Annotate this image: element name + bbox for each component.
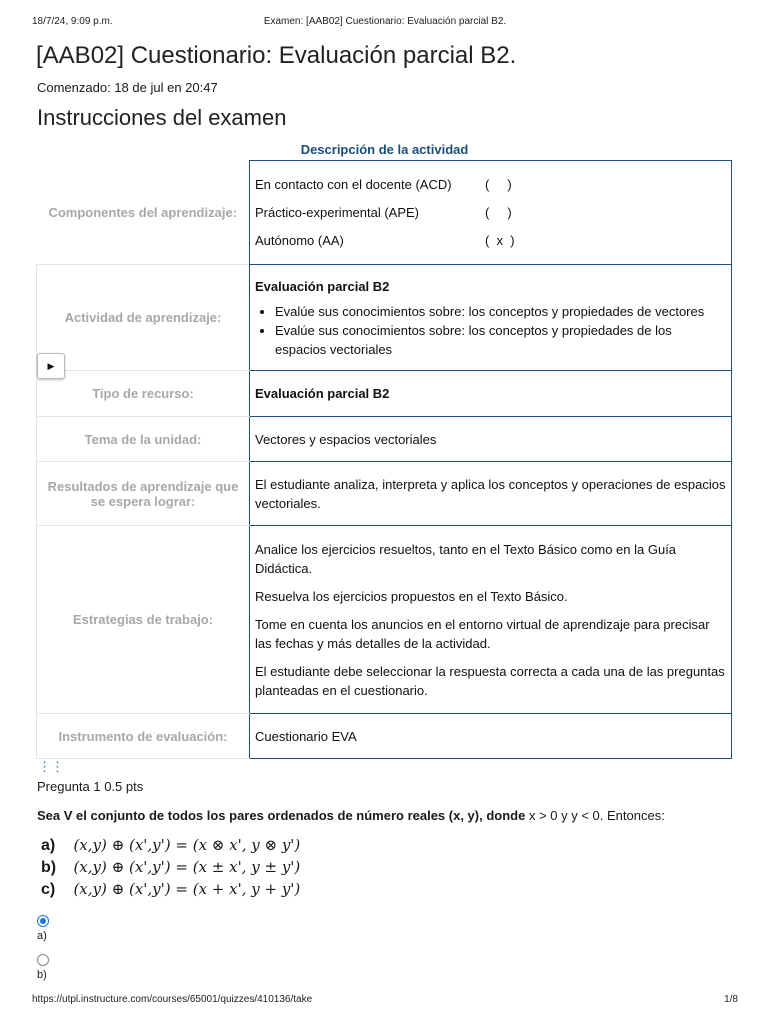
option-formula-line [41,856,300,878]
activity-description-heading: Descripción de la actividad [300,142,469,157]
component-name: Práctico-experimental (APE) [255,205,419,220]
answer-label: a) [37,930,47,942]
strategy-paragraph: Analice los ejercicios resueltos, tanto en el Texto Básico como en la Guía Didáctica. [255,541,677,576]
table-row [37,265,732,371]
option-formula: (x,y) ⊕ (x',y') = (x ⊗ x', y ⊗ y') [73,836,301,854]
resource-value: Evaluación parcial B2 [250,371,732,417]
play-button[interactable] [37,353,65,379]
outcomes-value: El estudiante analiza, interpreta y aplica los conceptos y operaciones de espacios vectoriales. [250,462,732,526]
activity-label: Actividad de aprendizaje: [37,265,250,371]
question-text-bold: Sea V el conjunto de todos los pares ordenados de número reales (x, y), donde [37,808,526,823]
play-icon: ▶ [47,360,55,371]
component-item [255,227,726,255]
question-text [37,808,665,823]
radio-button[interactable] [37,954,49,966]
outcomes-label: Resultados de aprendizaje que se espera lograr: [37,462,250,526]
started-time: Comenzado: 18 de jul en 20:47 [37,80,218,95]
component-mark: ( x ) [485,233,515,248]
radio-button[interactable] [37,915,49,927]
component-mark: ( ) [485,177,512,192]
print-url: https://utpl.instructure.com/courses/65001/quizzes/410136/take [32,994,313,1005]
strategy-paragraph: Resuelva los ejercicios propuestos en el Texto Básico. [255,588,568,604]
component-name: Autónomo (AA) [255,233,344,248]
option-formula-line [41,878,300,900]
component-name: En contacto con el docente (ACD) [255,177,452,192]
question-text-rest: x > 0 y y < 0. Entonces: [525,808,665,823]
table-row [37,161,732,265]
component-item [255,171,726,199]
table-row [37,371,732,417]
question-header: Pregunta 1 0.5 pts [37,779,144,794]
instrument-label: Instrumento de evaluación: [37,714,250,759]
list-item: • Evalúe sus conocimientos sobre: los conceptos y propiedades de vectores [275,302,726,321]
list-item: • Evalúe sus conocimientos sobre: los conceptos y propiedades de los espacios vectoriales [275,321,726,359]
activity-title: Evaluación parcial B2 [255,278,390,294]
drag-handle-icon[interactable]: ⋮⋮ [38,759,64,774]
table-row [37,526,732,714]
table-row [37,714,732,759]
option-letter: b) [41,859,57,876]
components-label: Componentes del aprendizaje: [48,204,238,220]
components-value [250,161,732,265]
answer-option-b[interactable] [37,954,49,981]
table-row [37,417,732,462]
print-page-number: 1/8 [724,994,738,1005]
instructions-heading: Instrucciones del examen [37,105,287,130]
option-formula: (x,y) ⊕ (x',y') = (x + x', y + y') [73,880,301,898]
strategies-value [250,526,732,714]
instrument-value: Cuestionario EVA [250,714,732,759]
print-datetime: 18/7/24, 9:09 p.m. [32,16,113,27]
strategies-label: Estrategias de trabajo: [37,526,250,714]
answer-option-a[interactable] [37,915,49,942]
option-formula-line [41,834,300,856]
resource-label: Tipo de recurso: [37,371,250,417]
activity-value [250,265,732,371]
option-formulas [41,834,300,900]
component-mark: ( ) [485,205,512,220]
option-letter: a) [41,837,56,854]
print-footer [32,994,738,1005]
activity-table [36,160,732,759]
print-doc-title: Examen: [AAB02] Cuestionario: Evaluación parcial B2. [263,16,507,27]
strategy-paragraph: Tome en cuenta los anuncios en el entorno virtual de aprendizaje para precisar las fechas y más detalles de la actividad. [255,616,710,651]
answer-label: b) [37,969,47,981]
theme-value: Vectores y espacios vectoriales [250,417,732,462]
page-title: [AAB02] Cuestionario: Evaluación parcial B2. [36,42,517,69]
option-letter: c) [41,881,56,898]
table-row [37,462,732,526]
option-formula: (x,y) ⊕ (x',y') = (x ± x', y ± y') [73,858,301,876]
activity-bullets [255,302,726,359]
component-item [255,199,726,227]
strategy-paragraph: El estudiante debe seleccionar la respuesta correcta a cada una de las preguntas planteadas en el cuestionario. [255,663,725,698]
print-header [32,16,738,32]
theme-label: Tema de la unidad: [37,417,250,462]
